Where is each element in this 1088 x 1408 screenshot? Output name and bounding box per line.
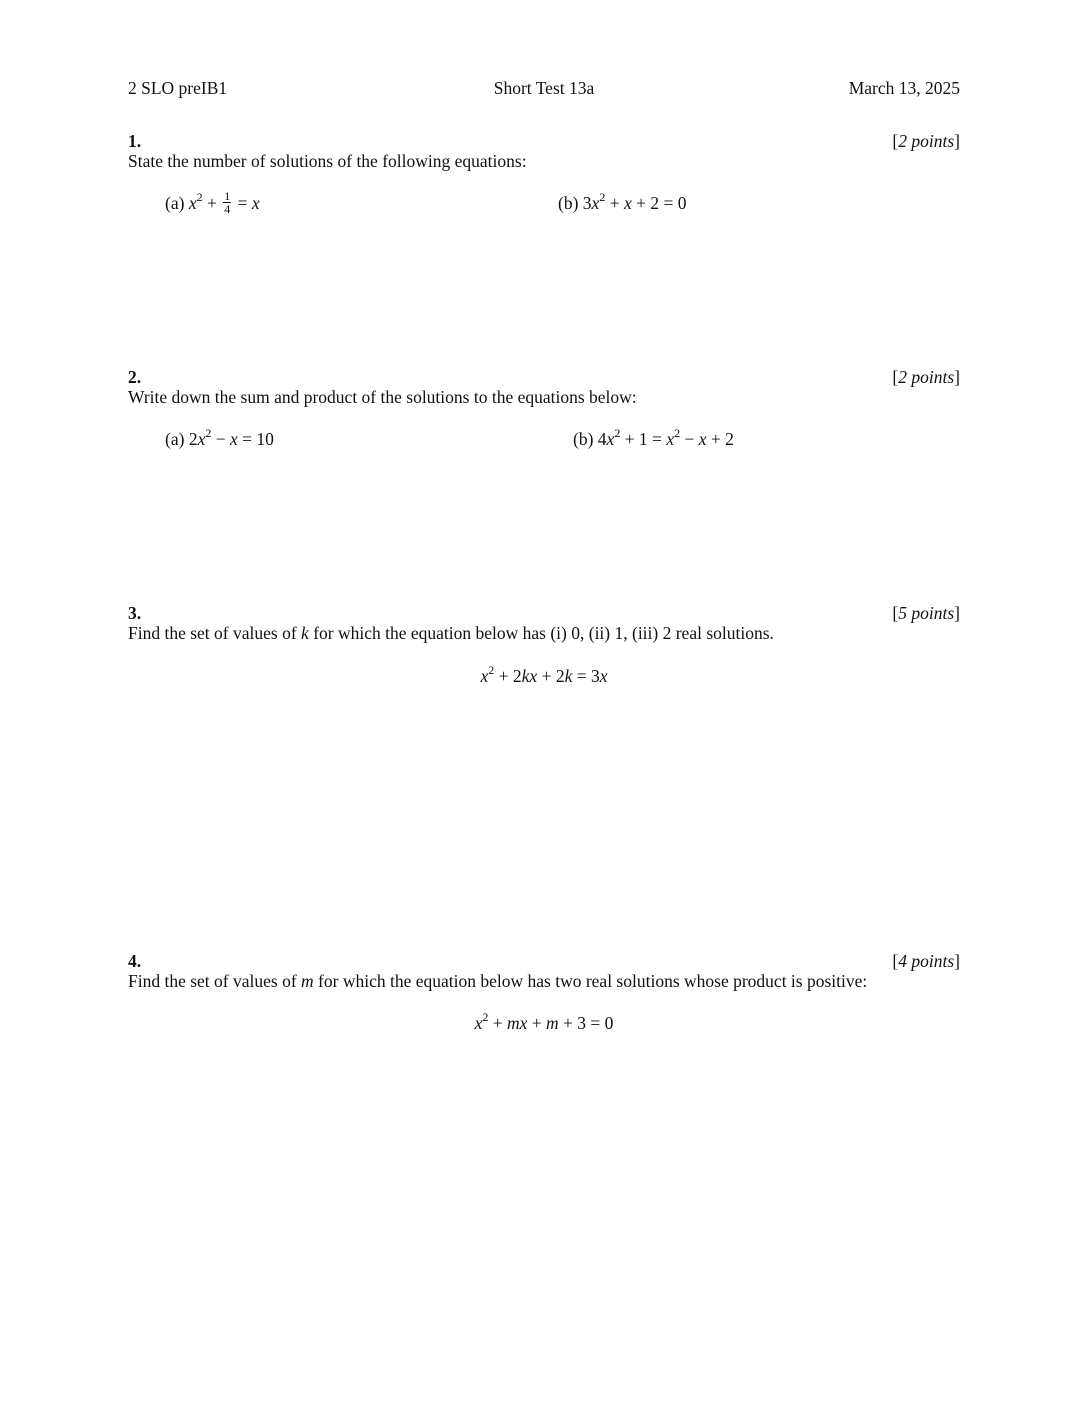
question-3-number: 3. bbox=[128, 603, 142, 623]
equation: $x^2$ + mx + m + 3 = 0 bbox=[474, 1010, 614, 1033]
question-2-number: 2. bbox=[128, 367, 142, 387]
question-2-points: [2 points] bbox=[892, 367, 960, 387]
question-3-points: [5 points] bbox=[892, 603, 960, 623]
equation: $2x^2 - x = 10$ bbox=[188, 426, 274, 449]
equation: $x^2$ + $\frac{1}{4}$ = x bbox=[188, 189, 260, 217]
question-2-part-a: (a) $2x^2 - x = 10$ bbox=[165, 426, 274, 449]
question-3-equation bbox=[0, 665, 1088, 687]
header-date: March 13, 2025 bbox=[848, 78, 960, 98]
equation: $3x^2 + x + 2 = 0$ bbox=[582, 190, 687, 213]
question-1-part-a: (a) $x^2$ + $\frac{1}{4}$ = x bbox=[165, 189, 260, 217]
question-4-points: [4 points] bbox=[892, 951, 960, 971]
equation: $x^2 + 2kx + 2k = 3x$ bbox=[480, 663, 608, 686]
question-1-number: 1. bbox=[128, 131, 142, 151]
header-title: Short Test 13a bbox=[493, 78, 595, 98]
question-1-prompt: State the number of solutions of the following equations: bbox=[128, 151, 527, 171]
question-1-points: [2 points] bbox=[892, 131, 960, 151]
question-4-equation bbox=[0, 1012, 1088, 1034]
question-2-prompt: Write down the sum and product of the solutions to the equations below: bbox=[128, 387, 637, 407]
question-2-part-b: (b) $4x^2 + 1 = x^2 - x + 2$ bbox=[573, 426, 734, 449]
question-3-prompt: Find the set of values of k for which the equation below has (i) 0, (ii) 1, (iii) 2 real solutions. bbox=[128, 623, 774, 643]
equation: $4x^2 + 1 = x^2 - x + 2$ bbox=[597, 426, 734, 449]
header-course: 2 SLO preIB1 bbox=[128, 78, 228, 98]
question-4-prompt: Find the set of values of m for which the equation below has two real solutions whose product is positive: bbox=[128, 971, 868, 991]
question-1-part-b: (b) $3x^2 + x + 2 = 0$ bbox=[558, 190, 687, 213]
question-4-number: 4. bbox=[128, 951, 142, 971]
